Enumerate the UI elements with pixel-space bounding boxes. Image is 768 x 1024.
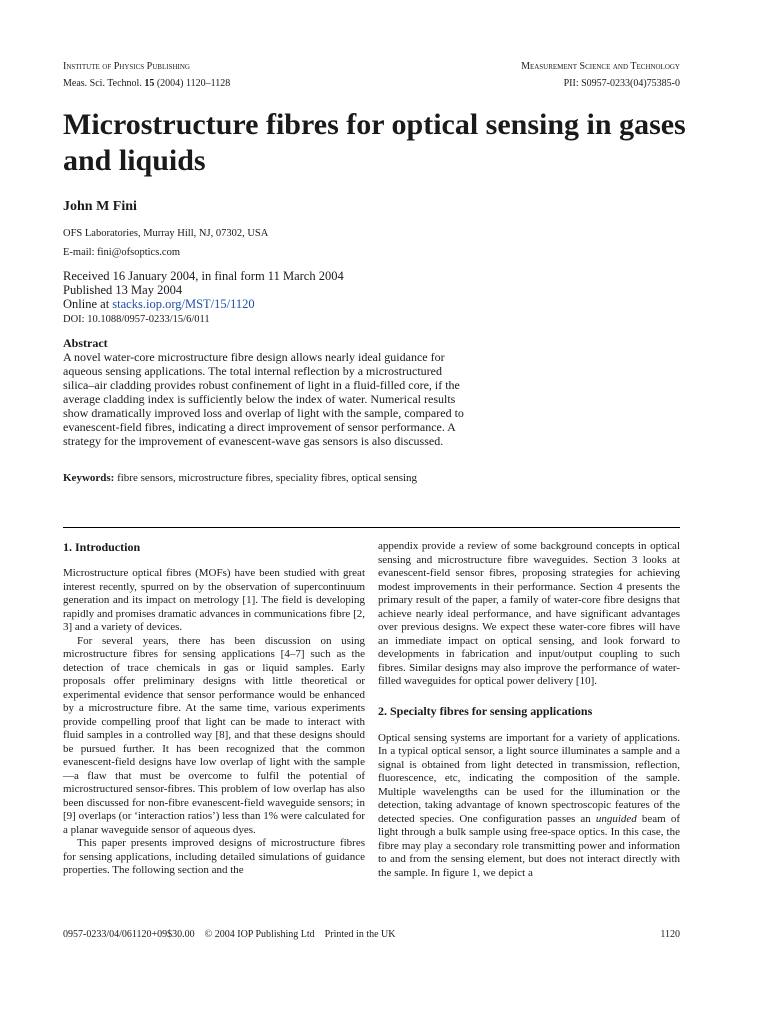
footer-copyright: © 2004 IOP Publishing Ltd	[204, 929, 315, 940]
keywords	[63, 472, 463, 486]
affiliation: OFS Laboratories, Murray Hill, NJ, 07302, USA	[63, 228, 269, 239]
pii: PII: S0957-0233(04)75385-0	[563, 78, 680, 89]
paragraph: For several years, there has been discussion on using microstructure fibres for sensing applications [4–7] such as the detection of trace chemicals in gas or liquid samples. Early proposals offer preliminary designs with little theoretical or experimental evidence that sensor performance would be enhanced by a microstructure fibre. At the same time, various experiments provide compelling proof that light can be made to interact with fluid samples in a controlled way [8], and that these designs should be pursued further. It has been recognized that the common evanescent-field designs have low overlap of light with the sample—a flaw that must be overcome to fulfil the potential of microstructured sensor-fibres. This problem of low overlap has also been discussed for non-fibre evanescent-field waveguide sensors; in [9] overlaps (or ‘interaction ratios’) less than 1% were calculated for a planar waveguide sensor of aqueous dyes.	[63, 634, 365, 836]
divider	[63, 527, 680, 528]
paragraph: This paper presents improved designs of microstructure fibres for sensing applications, including detailed simulations of guidance properties. The following section and the	[63, 837, 365, 876]
section-heading-specialty-fibres: 2. Specialty fibres for sensing applications	[378, 703, 593, 718]
abstract-text: A novel water-core microstructure fibre design allows nearly ideal guidance for aqueous sensing applications. The total internal reflection by a microstructured silica–air cladding provides robust confinement of light in a fluid-filled core, if the average cladding index is sufficiently below the index of water. Numerical results show dramatically improved loss and overlap of light with the sample, compared to evanescent-field fibres, indicating a direct improvement of sensor performance. A strategy for the improvement of evanescent-wave gas sensors is also discussed.	[63, 350, 464, 448]
keywords-text: fibre sensors, microstructure fibres, speciality fibres, optical sensing	[114, 472, 418, 484]
doi: DOI: 10.1088/0957-0233/15/6/011	[63, 314, 210, 325]
citation-rest: (2004) 1120–1128	[154, 78, 231, 89]
abstract-heading: Abstract	[63, 336, 108, 350]
page-number: 1120	[660, 929, 680, 940]
paragraph: appendix provide a review of some background concepts in optical sensing and microstructure fibre waveguides. Section 3 looks at evanescent-field sensor fibres, proposing strategies for achieving modest improvements in their performance. Section 4 presents the primary result of the paper, a family of water-core fibre designs that achieve nearly ideal performance, and have significant advantages over previous designs. We expect these water-core fibres will have an immediate impact on optical sensing, and look forward to developments in fabrication and input/output coupling to such fibres. Similar designs may also improve the performance of water-filled waveguides for optical power delivery [10].	[378, 540, 680, 687]
paragraph	[378, 732, 680, 881]
received-date: Received 16 January 2004, in final form 11 March 2004	[63, 269, 344, 283]
citation	[63, 78, 230, 90]
keywords-label: Keywords:	[63, 472, 115, 484]
emphasis: unguided	[595, 812, 637, 825]
email: E-mail: fini@ofsoptics.com	[63, 247, 180, 258]
published-date: Published 13 May 2004	[63, 283, 183, 297]
footer-printed: Printed in the UK	[324, 929, 396, 940]
journal-name: Measurement Science and Technology	[521, 61, 680, 72]
online-link[interactable]: stacks.iop.org/MST/15/1120	[112, 297, 255, 311]
right-column	[378, 540, 680, 880]
paragraph-part: Optical sensing systems are important for a variety of applications. In a typical optical sensor, a light source illuminates a sample and a signal is obtained from light detected in transmission, reflection, fluorescence, etc, indicating the composition of the sample. Multiple wavelengths can be used for the illumination or the detection, taking advantage of known spectroscopic features of the detected species. One configuration passes an	[378, 731, 680, 825]
online-prefix: Online at	[63, 297, 113, 311]
citation-volume: 15	[144, 78, 155, 89]
footer-code: 0957-0233/04/061120+09$30.00	[63, 929, 195, 940]
left-column	[63, 540, 365, 878]
paragraph-part: beam of light through a bulk sample using free-space optics. In this case, the fibre may play a secondary role transmitting power and information to and from the sensing element, but does not interact directly with the sample. In figure 1, we depict a	[378, 812, 681, 879]
abstract	[63, 336, 475, 448]
paper-title: Microstructure fibres for optical sensing in gases and liquids	[63, 108, 686, 177]
author-name: John M Fini	[63, 199, 137, 214]
publisher-name: Institute of Physics Publishing	[63, 61, 190, 72]
footer-line	[63, 929, 396, 941]
section-heading-introduction: 1. Introduction	[63, 540, 141, 554]
online-line	[63, 297, 255, 312]
paragraph: Microstructure optical fibres (MOFs) have been studied with great interest recently, spurred on by the observation of supercontinuum generation and its impact on metrology [1]. The field is developing rapidly and promises dramatic advances in communications fibre [2, 3] and a variety of devices.	[63, 567, 365, 633]
citation-prefix: Meas. Sci. Technol.	[63, 78, 145, 89]
